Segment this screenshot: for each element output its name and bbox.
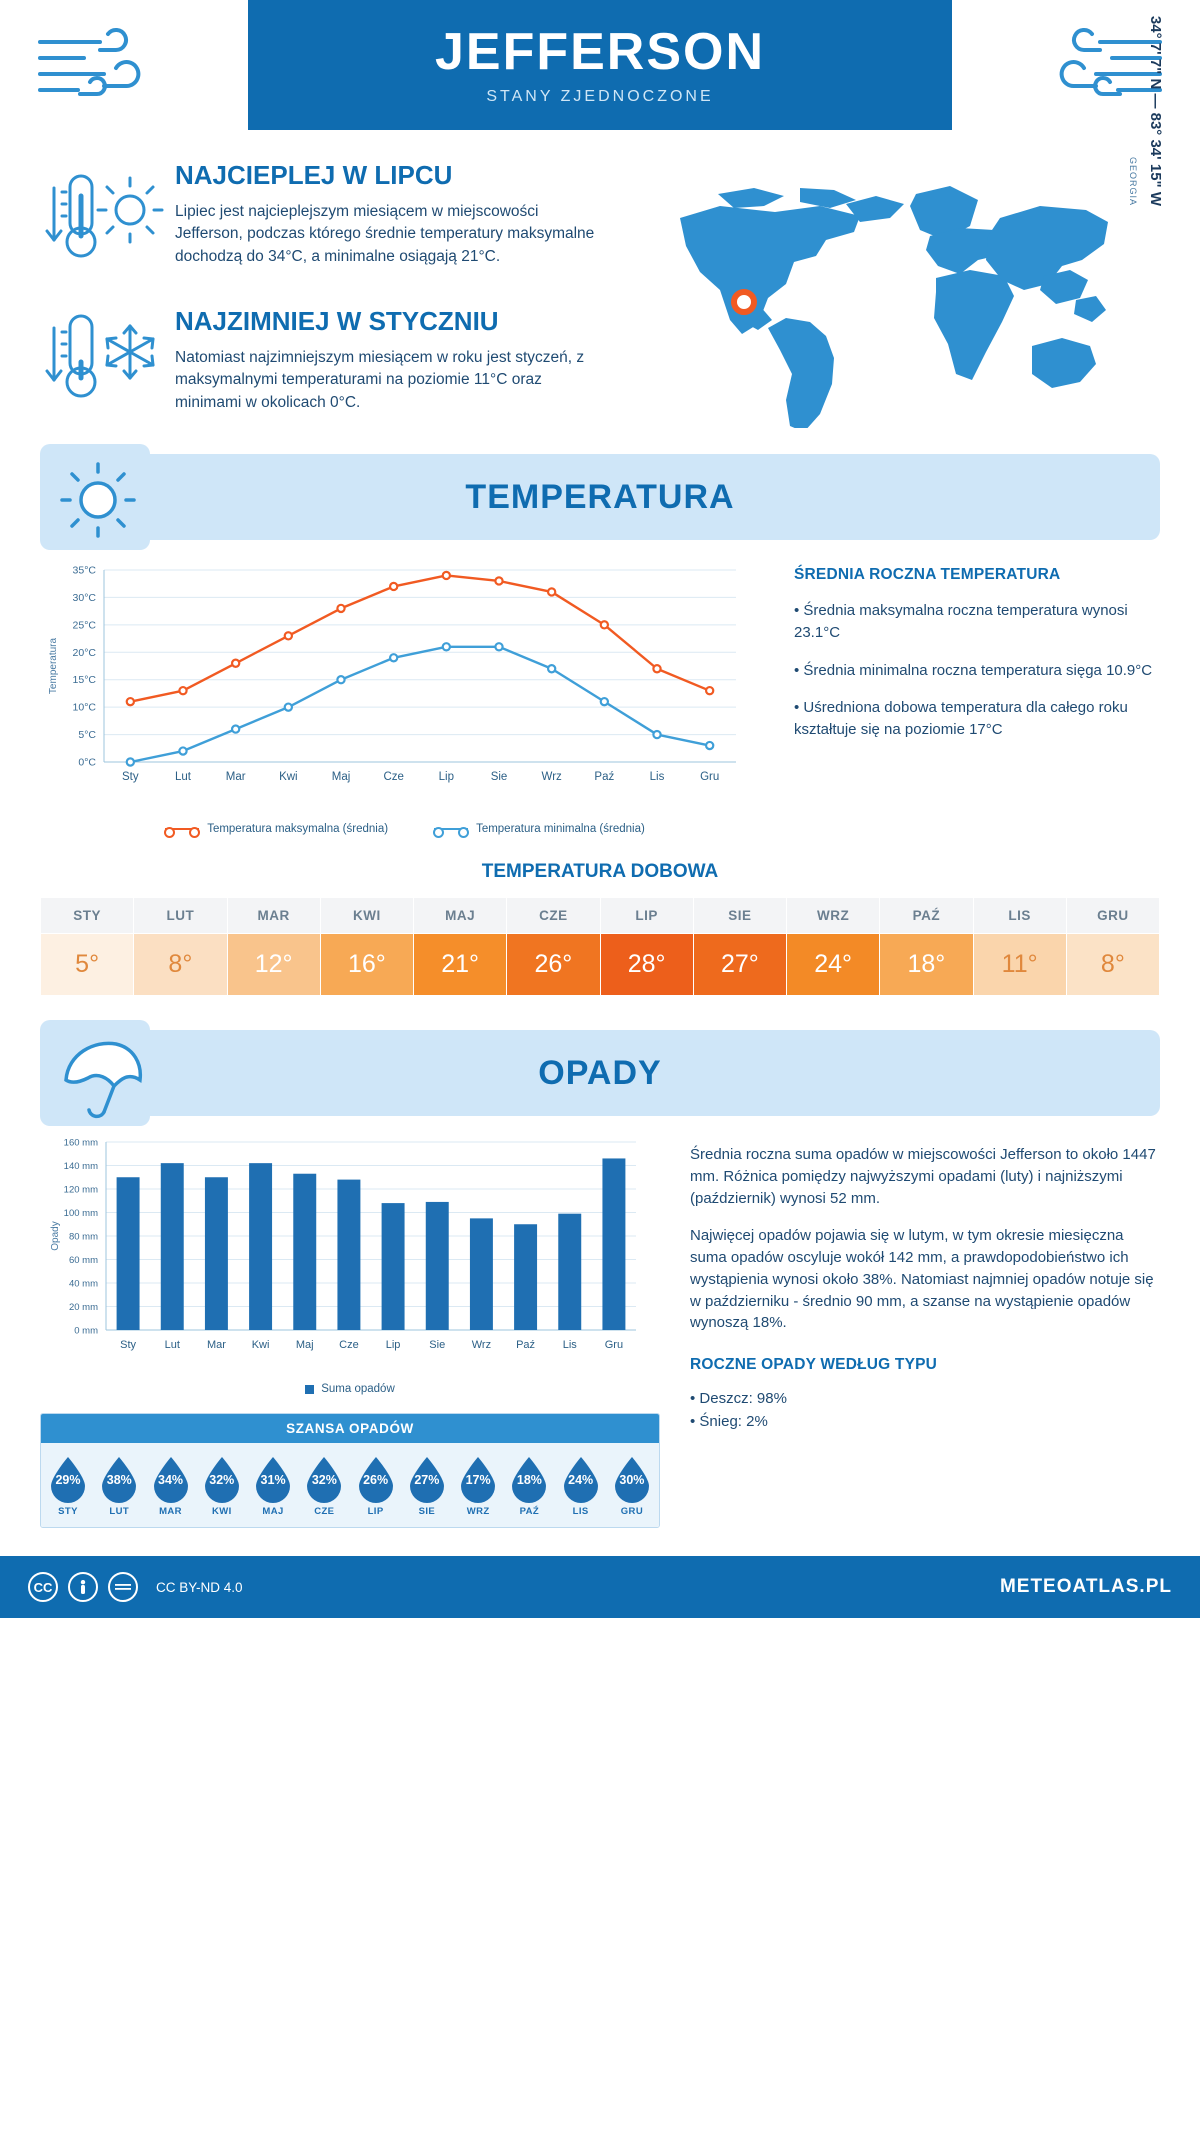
daily-temp-value-cze: 26° [507,934,600,996]
world-map-svg [640,178,1110,428]
daily-temp-value-paź: 18° [880,934,973,996]
daily-temperature-table [40,897,1160,996]
precip-type-rain: • Deszcz: 98% [690,1390,787,1407]
daily-temp-value-maj: 21° [414,934,507,996]
daily-temp-header-paź: PAŹ [880,898,973,934]
svg-text:40 mm: 40 mm [68,1278,98,1290]
chance-value: 18% [516,1473,542,1487]
chance-cell [457,1455,499,1517]
svg-text:120 mm: 120 mm [63,1184,98,1196]
daily-temp-value-mar: 12° [227,934,320,996]
chance-value: 26% [363,1473,389,1487]
svg-text:Paź: Paź [516,1339,536,1351]
legend-item-min [434,823,645,835]
svg-text:15°C: 15°C [72,674,96,687]
water-drop-icon [98,1455,140,1503]
daily-temp-value-lut: 8° [134,934,227,996]
legend-line-min [434,828,468,830]
svg-text:160 mm: 160 mm [63,1137,98,1149]
warmest-text: Lipiec jest najcieplejszym miesiącem w miejscowości Jefferson, podczas którego średnie temperatury maksymalne dochodzą do 34°C, a minimalne osiągają 21°C. [175,203,595,265]
chance-month-label: CZE [314,1506,335,1517]
chance-values-row [41,1443,659,1527]
avg-temp-bullet-2: • Średnia minimalna roczna temperatura sięga 10.9°C [794,661,1153,679]
warm-body [175,160,640,276]
page-header [0,0,1200,150]
svg-text:Lip: Lip [438,771,455,783]
svg-text:Opady: Opady [50,1221,61,1251]
chance-month-label: PAŹ [519,1506,540,1517]
chance-cell [560,1455,602,1517]
by-icon [68,1572,98,1602]
svg-text:20°C: 20°C [72,646,96,659]
water-drop-icon [150,1455,192,1503]
svg-text:35°C: 35°C [72,564,96,577]
chance-month-label: MAR [159,1506,182,1517]
svg-text:Wrz: Wrz [471,1339,492,1351]
license-group [28,1572,243,1602]
svg-text:20 mm: 20 mm [68,1302,98,1313]
svg-text:Maj: Maj [331,771,351,783]
temperature-side-column [770,558,1160,835]
svg-text:Sty: Sty [122,771,139,783]
legend-label-min: Temperatura minimalna (średnia) [476,823,645,835]
chance-cell [252,1455,294,1517]
daily-temp-header-kwi: KWI [320,898,413,934]
svg-text:Wrz: Wrz [541,771,562,783]
daily-temp-value-wrz: 24° [787,934,880,996]
water-drop-icon [508,1455,550,1503]
chance-month-label: LUT [109,1506,130,1517]
wind-icon-left [30,24,160,109]
chance-cell [201,1455,243,1517]
svg-text:30°C: 30°C [72,591,96,604]
chance-value: 27% [414,1473,440,1487]
svg-text:0°C: 0°C [78,756,96,769]
temperature-block [0,540,1200,835]
svg-text:Sie: Sie [490,771,508,783]
warmest-title: NAJCIEPLEJ W LIPCU [175,160,453,190]
chance-month-label: GRU [620,1506,644,1517]
svg-text:Lip: Lip [385,1339,401,1351]
chance-value: 32% [209,1473,235,1487]
chance-cell [150,1455,192,1517]
world-map [640,178,1160,438]
daily-temp-header-lis: LIS [973,898,1066,934]
svg-text:25°C: 25°C [72,619,96,632]
chance-month-label: KWI [211,1506,232,1517]
chance-month-label: STY [58,1506,78,1517]
daily-temperature-title: TEMPERATURA DOBOWA [481,861,719,882]
chance-month-label: LIS [572,1506,589,1517]
warmest-month-fact [40,160,640,276]
svg-text:Lis: Lis [649,771,665,783]
water-drop-icon [355,1455,397,1503]
water-drop-icon [611,1455,653,1503]
legend-label-precip: Suma opadów [321,1383,395,1395]
svg-text:Lut: Lut [175,771,191,783]
daily-temp-header-lut: LUT [134,898,227,934]
temperature-chart-column [40,558,770,835]
daily-temp-value-sty: 5° [41,934,134,996]
water-drop-icon [252,1455,294,1503]
chance-title: SZANSA OPADÓW [41,1414,659,1443]
coldest-title: NAJZIMNIEJ W STYCZNIU [175,306,499,336]
daily-temp-value-lip: 28° [600,934,693,996]
site-name: METEOATLAS.PL [999,1576,1172,1597]
precipitation-legend [40,1383,660,1395]
svg-text:Kwi: Kwi [251,1339,270,1351]
temperature-banner [40,454,1160,540]
chance-cell [47,1455,89,1517]
precip-paragraph-1: Średnia roczna suma opadów w miejscowości Jefferson to około 1447 mm. Różnica pomiędzy najwyższymi opadami (luty) i najniższymi (październik) wynosi 52 mm. [690,1146,1156,1207]
chance-value: 31% [260,1473,286,1487]
daily-temperature-value-row [41,934,1160,996]
chance-cell [355,1455,397,1517]
chance-of-precipitation-box [40,1413,660,1528]
daily-temp-header-wrz: WRZ [787,898,880,934]
region-label: GEORGIA [1128,156,1138,206]
water-drop-icon [406,1455,448,1503]
svg-text:Kwi: Kwi [279,771,298,783]
svg-text:Lis: Lis [562,1339,577,1351]
daily-temp-header-gru: GRU [1066,898,1159,934]
sun-icon [58,460,138,545]
precipitation-chart-column [40,1132,660,1528]
warm-icons [40,160,175,276]
daily-temp-header-lip: LIP [600,898,693,934]
svg-text:Lut: Lut [164,1339,180,1351]
daily-temp-header-sty: STY [41,898,134,934]
svg-text:Sie: Sie [429,1339,446,1351]
daily-temp-header-mar: MAR [227,898,320,934]
precip-types-title: ROCZNE OPADY WEDŁUG TYPU [690,1356,938,1373]
chance-value: 38% [106,1473,132,1487]
chance-month-label: MAJ [262,1506,284,1517]
svg-text:Mar: Mar [225,771,246,783]
chance-cell [406,1455,448,1517]
legend-swatch-precip [305,1385,314,1394]
water-drop-icon [201,1455,243,1503]
chance-cell [611,1455,653,1517]
chance-value: 30% [619,1473,645,1487]
svg-text:Paź: Paź [594,771,615,783]
svg-text:Cze: Cze [339,1339,359,1351]
cold-body [175,302,640,418]
chance-month-label: WRZ [466,1506,490,1517]
svg-text:Sty: Sty [120,1339,137,1351]
water-drop-icon [560,1455,602,1503]
chance-month-label: LIP [367,1506,384,1517]
umbrella-icon [58,1036,146,1125]
legend-item-max [165,823,388,835]
chance-value: 29% [55,1473,81,1487]
svg-text:Cze: Cze [383,771,404,783]
svg-text:140 mm: 140 mm [63,1161,98,1172]
precipitation-bar-chart [40,1132,650,1372]
coordinates-label: 34° 7' 7" N — 83° 34' 15" W [1147,15,1164,206]
daily-temp-header-sie: SIE [693,898,786,934]
avg-temp-bullet-3: • Uśredniona dobowa temperatura dla całego roku kształtuje się na poziomie 17°C [794,699,1128,738]
precipitation-banner [40,1030,1160,1116]
license-label: CC BY-ND 4.0 [156,1579,243,1595]
svg-text:Mar: Mar [206,1339,226,1351]
nd-icon [108,1572,138,1602]
legend-label-max: Temperatura maksymalna (średnia) [207,823,389,835]
temperature-banner-title: TEMPERATURA [465,478,735,516]
daily-temp-header-cze: CZE [507,898,600,934]
svg-text:60 mm: 60 mm [68,1255,98,1266]
coldest-month-fact [40,302,640,418]
avg-annual-temp-title: ŚREDNIA ROCZNA TEMPERATURA [794,566,1061,583]
svg-text:5°C: 5°C [78,729,96,742]
chance-month-label: SIE [418,1506,436,1517]
precipitation-banner-title: OPADY [538,1054,662,1092]
cc-icon: CC [28,1572,58,1602]
svg-text:Maj: Maj [295,1339,314,1351]
water-drop-icon [47,1455,89,1503]
svg-text:Gru: Gru [604,1339,624,1351]
precipitation-side-column [660,1132,1160,1528]
svg-text:10°C: 10°C [72,701,96,714]
chance-cell [98,1455,140,1517]
page-title: JEFFERSON [434,23,766,81]
chance-cell [508,1455,550,1517]
page-footer [0,1556,1200,1618]
precipitation-block [0,1116,1200,1528]
chance-value: 34% [158,1473,184,1487]
page-subtitle: STANY ZJEDNOCZONE [486,88,714,105]
cold-icons [40,302,175,418]
water-drop-icon [303,1455,345,1503]
chance-value: 32% [311,1473,337,1487]
svg-text:100 mm: 100 mm [63,1208,98,1219]
chance-cell [303,1455,345,1517]
avg-temp-bullet-1: • Średnia maksymalna roczna temperatura wynosi 23.1°C [794,602,1128,641]
svg-text:80 mm: 80 mm [68,1231,98,1243]
svg-text:Temperatura: Temperatura [48,637,59,695]
precip-type-snow: • Śnieg: 2% [690,1413,768,1430]
daily-temp-value-lis: 11° [973,934,1066,996]
daily-temp-header-maj: MAJ [414,898,507,934]
daily-temp-value-gru: 8° [1066,934,1159,996]
location-pin [731,289,757,315]
temperature-line-chart [40,558,760,808]
daily-temp-value-kwi: 16° [320,934,413,996]
svg-text:Gru: Gru [700,771,720,783]
temperature-legend [40,823,770,835]
intro-text-column [40,160,640,444]
daily-temperature-header-row [41,898,1160,934]
map-column [640,15,1164,444]
chance-value: 24% [568,1473,594,1487]
svg-text:0 mm: 0 mm [74,1325,98,1337]
title-band [248,0,952,130]
coldest-text: Natomiast najzimniejszym miesiącem w roku jest styczeń, z maksymalnymi temperaturami na poziomie 11°C oraz minimami w okolicach 0°C. [175,349,585,411]
legend-line-max [165,828,199,830]
water-drop-icon [457,1455,499,1503]
chance-value: 17% [465,1473,491,1487]
precip-paragraph-2: Najwięcej opadów pojawia się w lutym, w tym okresie miesięczna suma opadów oscyluje wokół 142 mm, a prawdopodobieństwo ich wystąpienia wynosi około 38%. Natomiast najmniej opadów notuje się w październiku - średnio 90 mm, a szanse na wystąpienie opadów wynoszą 18%. [690,1227,1154,1332]
daily-temp-value-sie: 27° [693,934,786,996]
